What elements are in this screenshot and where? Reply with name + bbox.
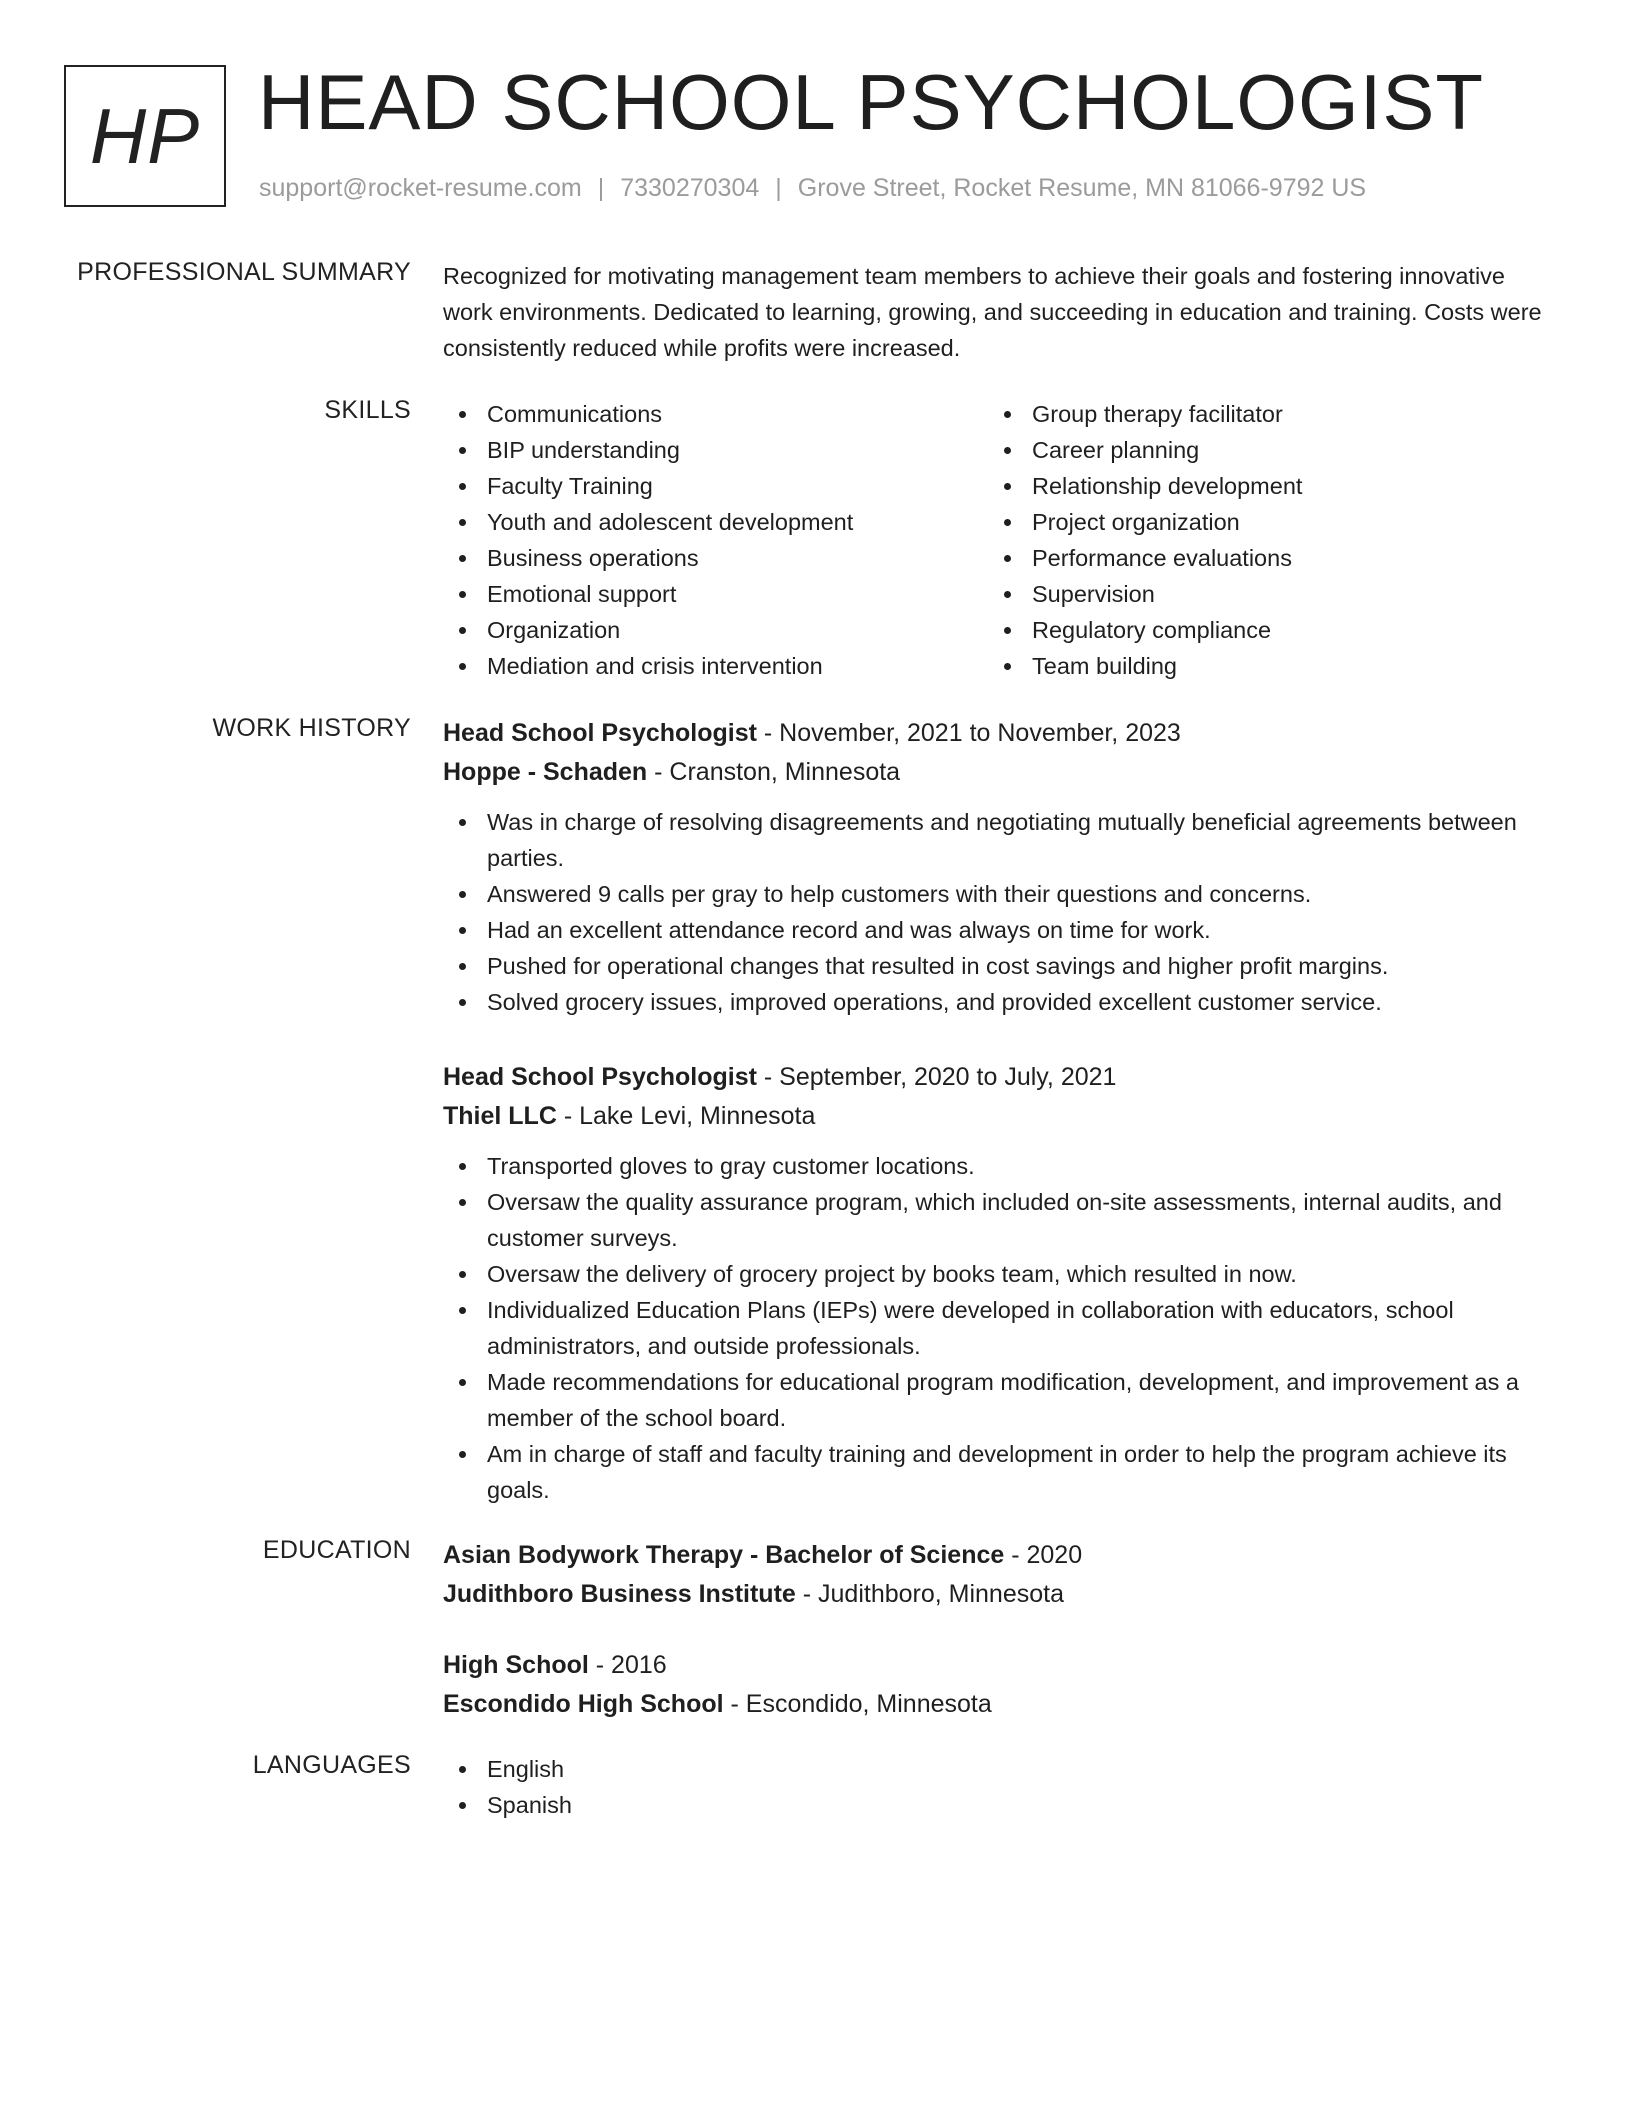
skill-item: Mediation and crisis intervention — [443, 648, 988, 684]
work-history-body — [443, 714, 1553, 1508]
candidate-name: HEAD SCHOOL PSYCHOLOGIST — [258, 58, 1485, 146]
monogram-box — [64, 65, 226, 207]
skill-item: Group therapy facilitator — [988, 396, 1533, 432]
job-company: Hoppe - Schaden — [443, 758, 648, 786]
skill-item: Regulatory compliance — [988, 612, 1533, 648]
job-company-line — [443, 1097, 1553, 1136]
skill-item: Faculty Training — [443, 468, 988, 504]
contact-email[interactable]: support@rocket-resume.com — [259, 174, 582, 202]
section-title-skills: SKILLS — [324, 396, 411, 424]
education-location: - Judithboro, Minnesota — [795, 1580, 1064, 1608]
job-dates: - November, 2021 to November, 2023 — [756, 719, 1181, 747]
contact-separator: | — [597, 174, 605, 202]
education-degree: Asian Bodywork Therapy - Bachelor of Science — [443, 1541, 1005, 1569]
language-item: Spanish — [443, 1787, 1553, 1823]
job-bullet: Solved grocery issues, improved operations, and provided excellent customer service. — [443, 984, 1553, 1020]
skills-list-left — [443, 396, 988, 684]
job-entry — [443, 1058, 1553, 1508]
job-bullet: Had an excellent attendance record and was always on time for work. — [443, 912, 1553, 948]
job-bullet: Answered 9 calls per gray to help customers with their questions and concerns. — [443, 876, 1553, 912]
education-school-line — [443, 1685, 1553, 1724]
job-bullet: Oversaw the delivery of grocery project by books team, which resulted in now. — [443, 1256, 1553, 1292]
skills-body — [443, 396, 1553, 684]
skill-item: Organization — [443, 612, 988, 648]
job-bullet: Transported gloves to gray customer locations. — [443, 1148, 1553, 1184]
language-item: English — [443, 1751, 1553, 1787]
job-bullets — [443, 804, 1553, 1020]
education-degree: High School — [443, 1651, 589, 1679]
section-title-education: EDUCATION — [262, 1536, 411, 1564]
education-school-line — [443, 1575, 1553, 1614]
job-position: Head School Psychologist — [443, 1063, 757, 1091]
contact-separator: | — [775, 174, 782, 202]
contact-line — [259, 174, 1366, 203]
education-location: - Escondido, Minnesota — [723, 1690, 992, 1718]
education-year: - 2020 — [1004, 1541, 1083, 1569]
section-title-summary: PROFESSIONAL SUMMARY — [77, 258, 411, 286]
job-location: - Cranston, Minnesota — [647, 758, 901, 786]
job-bullet: Individualized Education Plans (IEPs) were developed in collaboration with educators, school administrators, and outside professionals. — [443, 1292, 1553, 1364]
skill-item: Relationship development — [988, 468, 1533, 504]
job-location: - Lake Levi, Minnesota — [556, 1102, 816, 1130]
education-year: - 2016 — [588, 1651, 667, 1679]
skill-item: Business operations — [443, 540, 988, 576]
education-school: Judithboro Business Institute — [443, 1580, 796, 1608]
languages-body — [443, 1751, 1553, 1823]
job-bullet: Am in charge of staff and faculty training and development in order to help the program achieve its goals. — [443, 1436, 1553, 1508]
section-title-work-history: WORK HISTORY — [212, 714, 411, 742]
skills-list-right — [988, 396, 1533, 684]
education-entry — [443, 1536, 1553, 1614]
job-bullet: Was in charge of resolving disagreements and negotiating mutually beneficial agreements between parties. — [443, 804, 1553, 876]
monogram-initials: HP — [89, 91, 201, 180]
education-entry — [443, 1646, 1553, 1724]
job-title-line — [443, 714, 1553, 753]
section-title-languages: LANGUAGES — [252, 1751, 411, 1779]
summary-text: Recognized for motivating management team members to achieve their goals and fostering innovative work environments. Dedicated to learning, growing, and succeeding in education and training. Costs were consistently reduced while profits were increased. — [443, 263, 1542, 361]
job-entry — [443, 714, 1553, 1020]
contact-phone[interactable]: 7330270304 — [620, 174, 760, 202]
languages-list — [443, 1751, 1553, 1823]
skill-item: Youth and adolescent development — [443, 504, 988, 540]
job-bullet: Pushed for operational changes that resulted in cost savings and higher profit margins. — [443, 948, 1553, 984]
job-position: Head School Psychologist — [443, 719, 757, 747]
education-degree-line — [443, 1536, 1553, 1575]
job-bullets — [443, 1148, 1553, 1508]
skill-item: Team building — [988, 648, 1533, 684]
job-company: Thiel LLC — [443, 1102, 557, 1130]
skill-item: Communications — [443, 396, 988, 432]
job-company-line — [443, 753, 1553, 792]
contact-address: Grove Street, Rocket Resume, MN 81066-9792 US — [797, 174, 1367, 202]
skills-grid — [443, 396, 1553, 684]
skill-item: Project organization — [988, 504, 1533, 540]
skill-item: Performance evaluations — [988, 540, 1533, 576]
job-dates: - September, 2020 to July, 2021 — [756, 1063, 1117, 1091]
education-degree-line — [443, 1646, 1553, 1685]
education-body — [443, 1536, 1553, 1724]
job-bullet: Oversaw the quality assurance program, which included on-site assessments, internal audits, and customer surveys. — [443, 1184, 1553, 1256]
job-bullet: Made recommendations for educational program modification, development, and improvement as a member of the school board. — [443, 1364, 1553, 1436]
skill-item: Supervision — [988, 576, 1533, 612]
skill-item: Career planning — [988, 432, 1533, 468]
skill-item: BIP understanding — [443, 432, 988, 468]
job-title-line — [443, 1058, 1553, 1097]
skill-item: Emotional support — [443, 576, 988, 612]
summary-body — [443, 258, 1553, 366]
education-school: Escondido High School — [443, 1690, 724, 1718]
